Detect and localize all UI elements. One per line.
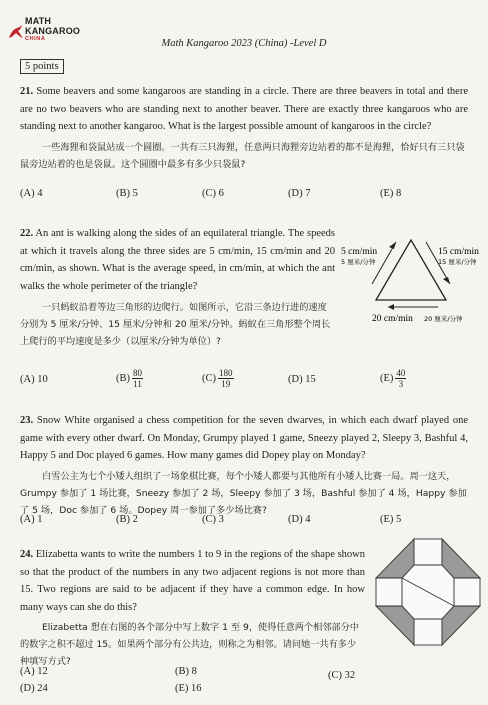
q22-option-b-label: (B) — [116, 372, 130, 384]
q22-option-e-fraction — [395, 368, 406, 389]
q23-option-d: (D) 4 — [288, 514, 311, 525]
question-23-text: Snow White organised a chess competition for the seven dwarves, in which each dwarf played one game with every other dwarf. On Monday, Grumpy played 1 game, Sneezy played 2, Sleepy 3, Bashful 4, Happy 5 and Doc played 6 games. How many games did Dopey play on Monday? — [20, 415, 468, 461]
left-speed-zh: 5 厘米/分钟 — [341, 258, 376, 266]
section-points-label: 5 points — [20, 59, 64, 74]
question-23-en — [20, 412, 468, 465]
q22-option-c-fraction — [218, 368, 234, 389]
logo-line-1: MATH — [25, 16, 52, 26]
region-left — [376, 578, 402, 606]
question-22-text: An ant is walking along the sides of an equilateral triangle. The speeds at which it travels along the three sides are 5 cm/min, 15 cm/min and 20 cm/min, as shown. What is the average speed, in cm/min, at which the ant walks the whole perimeter of the triangle? — [20, 228, 336, 292]
q22-option-a-value: 10 — [37, 374, 48, 385]
logo-line-2: KANGAROO — [25, 26, 81, 36]
q23-option-e: (E) 5 — [380, 514, 402, 525]
q22-option-b-fraction — [132, 368, 143, 389]
q24-option-a: (A) 12 — [20, 666, 48, 677]
q24-option-c: (C) 32 — [328, 670, 356, 681]
q22-option-e-label: (E) — [380, 372, 394, 384]
q23-option-c: (C) 3 — [202, 514, 224, 525]
q22-option-c — [202, 368, 234, 389]
region-right — [454, 578, 480, 606]
q21-option-d: (D) 7 — [288, 188, 311, 199]
q22-option-b — [116, 368, 143, 389]
question-23 — [20, 412, 468, 519]
page-header: Math Kangaroo 2023 (China) -Level D — [161, 38, 327, 49]
q22-option-d — [288, 374, 316, 385]
right-arrowhead — [443, 277, 450, 284]
question-22-options — [20, 368, 470, 392]
question-24-number: 24. — [20, 549, 34, 560]
q22-option-c-label: (C) — [202, 372, 216, 384]
q24-option-d: (D) 24 — [20, 683, 48, 694]
question-22 — [20, 225, 335, 350]
question-24 — [20, 546, 365, 670]
question-23-options — [20, 514, 470, 528]
right-speed-zh: 15 厘米/分钟 — [438, 258, 477, 266]
right-speed-label: 15 cm/min — [438, 247, 479, 257]
question-24-zh: Elizabetta 想在右图的各个部分中写上数字 1 至 9，使得任意两个相邻部分中的数字之积不超过 15。如果两个部分有公共边，则称之为相邻。请问她一共有多少种填写方式? — [20, 622, 360, 667]
left-speed-label: 5 cm/min — [341, 247, 378, 257]
question-22-en — [20, 225, 335, 295]
left-arrowhead — [389, 242, 396, 249]
question-21-options — [20, 188, 470, 202]
q21-option-e: (E) 8 — [380, 188, 402, 199]
q22-option-a-label: (A) — [20, 374, 35, 385]
question-24-options — [20, 666, 470, 700]
question-22-number: 22. — [20, 228, 34, 239]
q22-option-e — [380, 368, 406, 389]
bottom-speed-label: 20 cm/min — [372, 314, 413, 324]
q21-option-b: (B) 5 — [116, 188, 138, 199]
question-21-en — [20, 83, 468, 136]
question-22-zh: 一只蚂蚁沿着等边三角形的边爬行。如图所示，它沿三条边行进的速度分别为 5 厘米/分钟、15 厘米/分钟和 20 厘米/分钟。蚂蚁在三角形整个周长上爬行的平均速度是多少（以厘米/分钟为单位）? — [20, 302, 331, 347]
question-21-zh: 一些海狸和袋鼠站成一个圆圈。一共有三只海狸，任意两只海狸旁边站着的都不是海狸，恰好只有三只袋鼠旁边站着的也是袋鼠。这个圆圈中最多有多少只袋鼠? — [20, 141, 465, 170]
q24-option-b: (B) 8 — [175, 666, 197, 677]
region-top — [414, 539, 442, 565]
q22-option-e-den: 3 — [398, 379, 404, 389]
bottom-speed-zh: 20 厘米/分钟 — [424, 315, 463, 323]
q21-option-c: (C) 6 — [202, 188, 224, 199]
question-23-number: 23. — [20, 415, 34, 426]
q23-option-b: (B) 2 — [116, 514, 138, 525]
equilateral-triangle — [376, 240, 446, 300]
q22-option-d-label: (D) — [288, 374, 303, 385]
q22-option-b-num: 80 — [133, 368, 142, 378]
q22-option-d-value: 15 — [305, 374, 316, 385]
logo-line-3: CHINA — [25, 36, 46, 42]
question-21-number: 21. — [20, 86, 34, 97]
q22-option-c-num: 180 — [219, 368, 233, 378]
q24-option-e: (E) 16 — [175, 683, 202, 694]
question-24-text: Elizabetta wants to write the numbers 1 to 9 in the regions of the shape shown so that the product of the numbers in any two adjacent regions is not more than 15. Two regions are said to be adjacent if they have a common edge. In how many ways can she do this? — [20, 549, 365, 613]
question-21 — [20, 83, 468, 173]
question-21-text: Some beavers and some kangaroos are standing in a circle. There are three beavers in total and there are no two beavers who are standing next to another beaver. There are exactly three kangaroos who are standing next to another kangaroo. What is the largest possible amount of kangaroos in the circle? — [20, 86, 468, 132]
question-24-en — [20, 546, 365, 616]
q22-option-e-num: 40 — [396, 368, 406, 378]
q22-option-c-den: 19 — [221, 379, 231, 389]
q22-option-a — [20, 374, 48, 385]
region-bottom — [414, 619, 442, 645]
question-23-zh: 白雪公主为七个小矮人组织了一场象棋比赛，每个小矮人都要与其他所有小矮人比赛一局。周一这天，Grumpy 参加了 1 场比赛，Sneezy 参加了 2 场，Sleepy 参加了 3 场，Bashful 参加了 4 场，Happy 参加了 5 场，Doc 参加了 6 场。Dopey 周一参加了多少场比赛? — [20, 470, 467, 516]
q23-option-a: (A) 1 — [20, 514, 43, 525]
triangle-figure — [340, 228, 482, 328]
q21-option-a: (A) 4 — [20, 188, 43, 199]
octagon-shape-figure — [374, 537, 482, 647]
bottom-arrowhead — [388, 304, 394, 310]
q22-option-b-den: 11 — [133, 379, 142, 389]
